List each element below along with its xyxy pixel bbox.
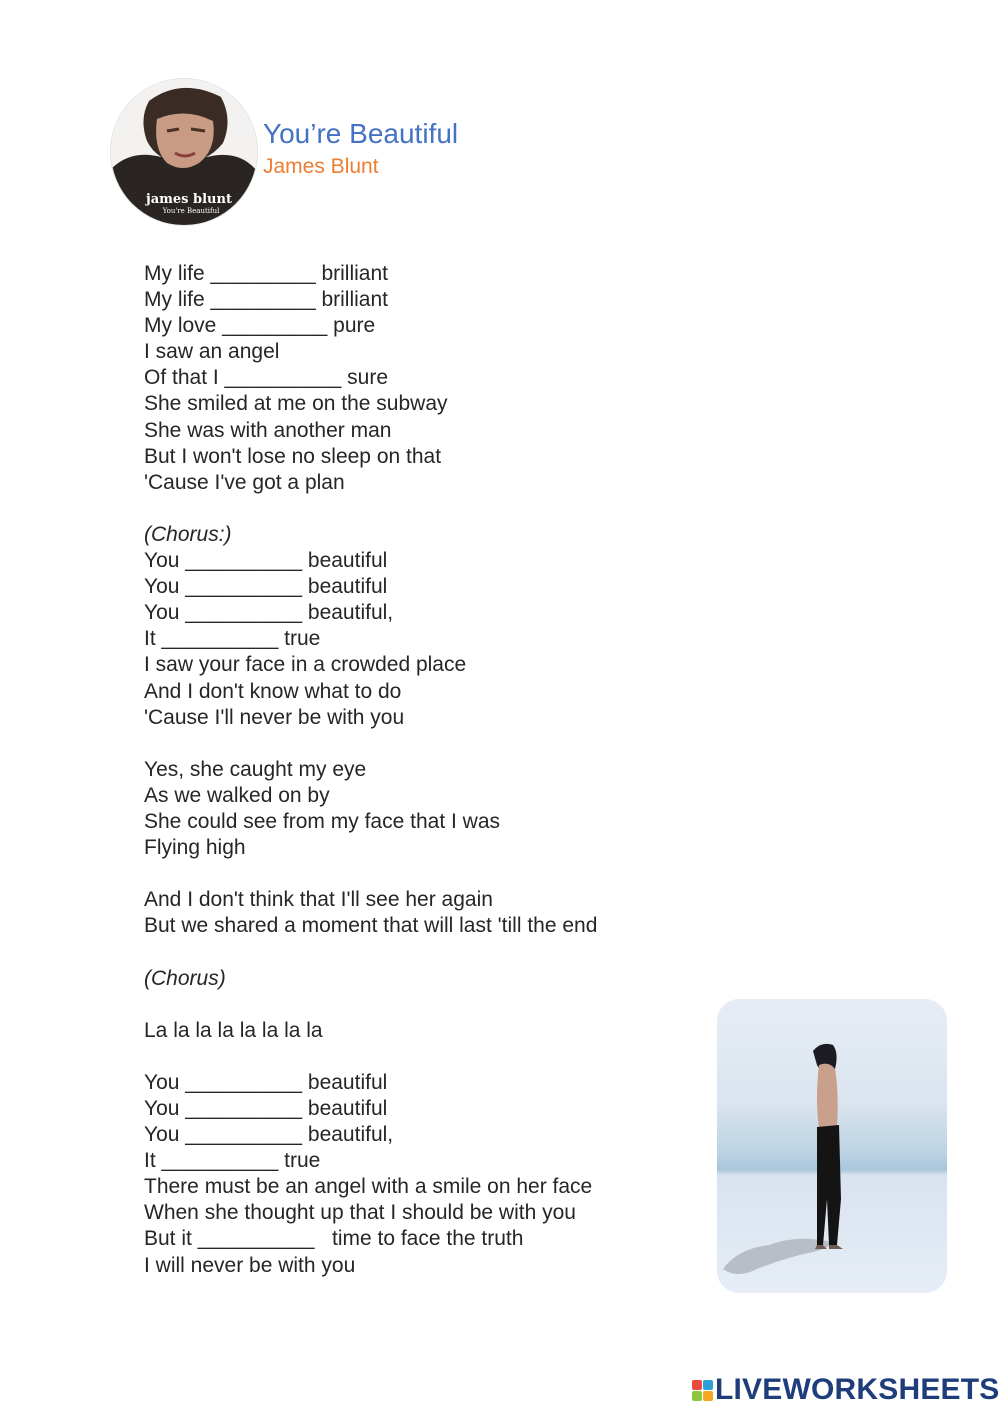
logo-square xyxy=(692,1380,702,1390)
logo-square xyxy=(692,1391,702,1401)
lyric-line: You __________ beautiful xyxy=(144,575,388,599)
lyric-line: There must be an angel with a smile on her face xyxy=(144,1175,593,1199)
lyric-line: I saw your face in a crowded place xyxy=(144,653,467,677)
chorus-label: (Chorus) xyxy=(144,966,226,990)
logo-icon xyxy=(692,1380,713,1401)
blank-line xyxy=(144,992,704,1018)
song-artist: James Blunt xyxy=(263,155,379,178)
lyric-line: Flying high xyxy=(144,836,246,860)
liveworksheets-logo[interactable] xyxy=(692,1373,1000,1407)
lyric-line: 'Cause I've got a plan xyxy=(144,470,345,494)
lyric-line: You __________ beautiful, xyxy=(144,1123,394,1147)
chorus-label: (Chorus:) xyxy=(144,522,232,546)
lyric-line: But we shared a moment that will last 'till the end xyxy=(144,914,598,938)
lyric-line: I will never be with you xyxy=(144,1253,356,1277)
lyric-line: I saw an angel xyxy=(144,340,280,364)
lyric-line: You __________ beautiful xyxy=(144,549,388,573)
lyric-line: It __________ true xyxy=(144,1149,321,1173)
lyric-line: My love _________ pure xyxy=(144,314,376,338)
lyric-line: My life _________ brilliant xyxy=(144,288,388,312)
album-artist-text: james blunt xyxy=(146,192,232,207)
album-subtitle-text: You're Beautiful xyxy=(162,207,220,215)
lyric-line: 'Cause I'll never be with you xyxy=(144,705,405,729)
lyrics-block xyxy=(144,261,704,1279)
lyric-line: She was with another man xyxy=(144,418,392,442)
blank-line xyxy=(144,731,704,757)
lyric-line: You __________ beautiful xyxy=(144,1097,388,1120)
blank-line xyxy=(144,861,704,887)
lyric-line: La la la la la la la la xyxy=(144,1018,323,1042)
logo-square xyxy=(703,1391,713,1401)
blank-line xyxy=(144,496,704,522)
lyric-line: You __________ beautiful xyxy=(144,1070,388,1094)
artist-photo xyxy=(717,999,947,1293)
album-cover-image xyxy=(110,78,258,226)
lyric-line: But it __________ time to face the truth xyxy=(144,1227,524,1251)
lyric-line: But I won't lose no sleep on that xyxy=(144,444,442,468)
blank-line xyxy=(144,939,704,965)
blank-line xyxy=(144,1044,704,1070)
lyric-line: And I don't know what to do xyxy=(144,679,402,703)
lyric-line: Of that I __________ sure xyxy=(144,366,389,390)
lyric-line: You __________ beautiful, xyxy=(144,601,394,625)
logo-text: LIVEWORKSHEETS xyxy=(715,1373,1000,1406)
lyric-line: When she thought up that I should be with you xyxy=(144,1201,576,1225)
lyric-line: And I don't think that I'll see her again xyxy=(144,888,493,912)
lyric-line: Yes, she caught my eye xyxy=(144,757,367,781)
logo-square xyxy=(703,1380,713,1390)
lyric-line: As we walked on by xyxy=(144,783,330,807)
lyric-line: My life _________ brilliant xyxy=(144,262,388,285)
song-title: You’re Beautiful xyxy=(263,118,459,149)
lyric-line: She smiled at me on the subway xyxy=(144,392,448,416)
lyric-line: It __________ true xyxy=(144,627,321,651)
lyric-line: She could see from my face that I was xyxy=(144,809,500,833)
